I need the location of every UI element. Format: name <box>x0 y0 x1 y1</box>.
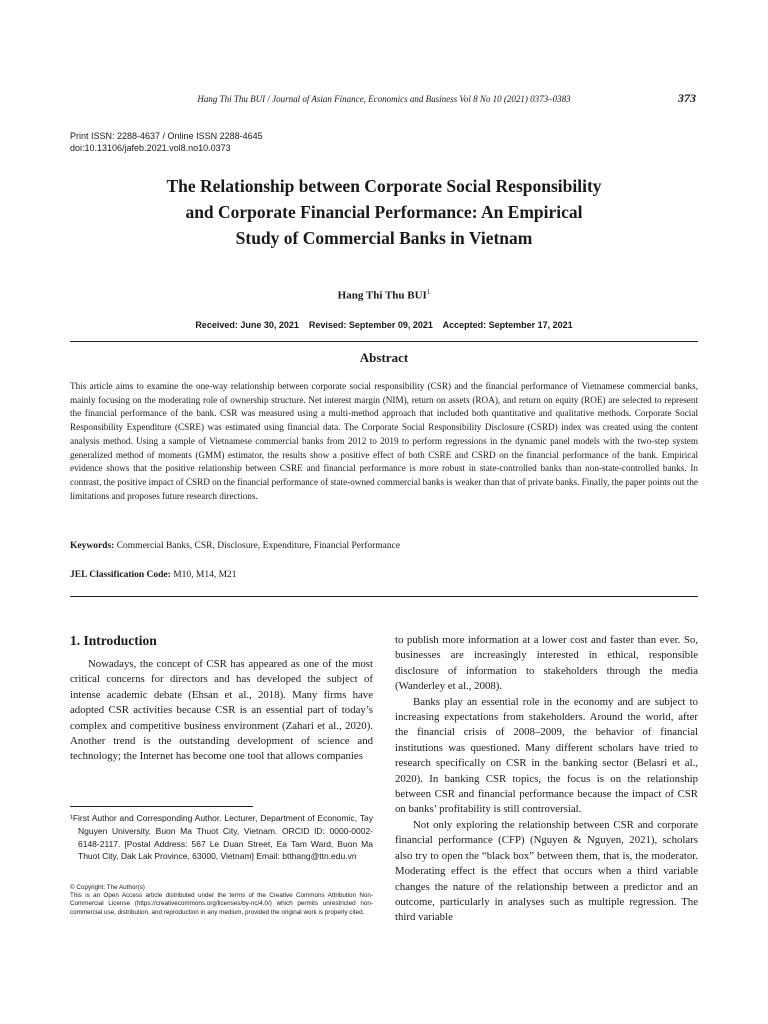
jel-codes <box>70 570 698 580</box>
abstract-heading: Abstract <box>359 350 409 365</box>
running-header: Hang Thi Thu BUI / Journal of Asian Finance, Economics and Business Vol 8 No 10 (2021) 0373–0383 <box>197 94 571 104</box>
issn-block <box>70 130 263 154</box>
author-line <box>0 288 768 302</box>
keywords-value: Commercial Banks, CSR, Disclosure, Expenditure, Financial Performance <box>114 541 401 551</box>
body-paragraph: Banks play an essential role in the economy and are subject to increasing expectations from stakeholders. Around the world, after the financial crisis of 2008–2009, the behavior of financial institutions was questioned. Many different scholars have tried to research specifically on CSR in the banking sector (Belasri et al., 2020). In banking CSR topics, the focus is on the relationship between CSR and financial performance because the impact of CSR on banks’ profitability is still controversial. <box>395 695 698 816</box>
footnote-text: ¹First Author and Corresponding Author. Lecturer, Department of Economic, Tay Nguyen University, Buon Ma Thuot City, Vietnam. ORCID ID: 0000-0002-6148-2117. [Postal Address: 567 Le Duan Street, Ea Tam Ward, Buon Ma Thuot City, Dak Lak Province, 63000, Vietnam] Email: btthang@ttn.edu.vn <box>70 813 373 862</box>
jel-value: M10, M14, M21 <box>170 570 237 580</box>
abstract-bottom-rule <box>70 596 698 597</box>
keywords <box>70 541 698 551</box>
title-line: The Relationship between Corporate Social Responsibility <box>166 176 602 196</box>
paper-title <box>70 173 698 251</box>
license-text: This is an Open Access article distributed under the terms of the Creative Commons Attribution Non-Commercial License (https://creativecommons.org/licenses/by-nc/4.0/) which permits unrestricted non-commercial use, distribution, and reproduction in any medium, provided the original work is properly cited. <box>70 892 373 916</box>
title-line: Study of Commercial Banks in Vietnam <box>235 228 533 248</box>
copyright-line: © Copyright: The Author(s) <box>70 884 145 891</box>
page-number: 373 <box>678 91 696 105</box>
abstract-top-rule <box>70 341 698 342</box>
body-paragraph: to publish more information at a lower cost and faster than ever. So, businesses are increasingly interested in ethical, responsible disclosure of information to stakeholders through the media (Wanderley et al., 2008). <box>395 634 698 693</box>
title-line: and Corporate Financial Performance: An Empirical <box>185 202 583 222</box>
author-footnote <box>70 812 373 863</box>
keywords-label: Keywords: <box>70 541 115 551</box>
issn-line: Print ISSN: 2288-4637 / Online ISSN 2288-4645 <box>70 131 263 141</box>
body-paragraph: Not only exploring the relationship between CSR and corporate financial performance (CFP) (Nguyen & Nguyen, 2021), scholars also try to open the “black box” between them, that is, the moderator. Moderating effect is the effect that occurs when a third variable changes the nature of the relationship between a predictor and an outcome, particularly in analyses such as multiple regression. The third variable <box>395 818 698 924</box>
section-heading-introduction: 1. Introduction <box>70 633 157 648</box>
body-paragraph: Nowadays, the concept of CSR has appeared as one of the most critical concerns for directors and has developed the subject of intense academic debate (Ehsan et al., 2018). Many firms have adopted CSR activities because CSR is an essential part of today’s complex and competitive business environment (Zahari et al., 2020). Another trend is the outstanding development of science and technology; the Internet has become one tool that allows companies <box>70 658 373 763</box>
abstract-text: This article aims to examine the one-way relationship between corporate social responsibility (CSR) and the financial performance of Vietnamese commercial banks, mainly focusing on the moderating role of ownership structure. Net interest margin (NIM), return on assets (ROA), and return on equity (ROE) are selected to represent the financial performance of the bank. CSR was measured using a multi-method approach that included both quantitative and qualitative methods. Corporate Social Responsibility Expenditure (CSRE) was estimated using financial data. The Corporate Social Responsibility Disclosure (CSRD) index was created using the content analysis method. Using a sample of Vietnamese commercial banks from 2012 to 2019 to perform regressions in the dynamic panel models with the two-step system generalized method of moments (GMM) estimator, the results show a positive effect of both CSRE and CSRD on the financial performance of the bank. Empirical evidence shows that the positive relationship between CSRE and financial performance is more robust in state-controlled banks than non-state-controlled banks. In contrast, the positive impact of CSRD on the financial performance of state-owned commercial banks is weaker than that of private banks. Finally, the paper points out the limitations and proposes future research directions. <box>70 381 698 501</box>
author-name: Hang Thi Thu BUI <box>337 289 427 302</box>
copyright-notice <box>70 884 373 917</box>
jel-label: JEL Classification Code: <box>70 570 171 580</box>
body-column-left <box>70 657 373 765</box>
doi-line: doi:10.13106/jafeb.2021.vol8.no10.0373 <box>70 143 231 153</box>
body-column-right <box>395 633 698 926</box>
footnote-rule <box>70 806 253 807</box>
author-affiliation-marker: 1 <box>426 288 431 296</box>
submission-dates: Received: June 30, 2021 Revised: September 09, 2021 Accepted: September 17, 2021 <box>195 320 573 330</box>
